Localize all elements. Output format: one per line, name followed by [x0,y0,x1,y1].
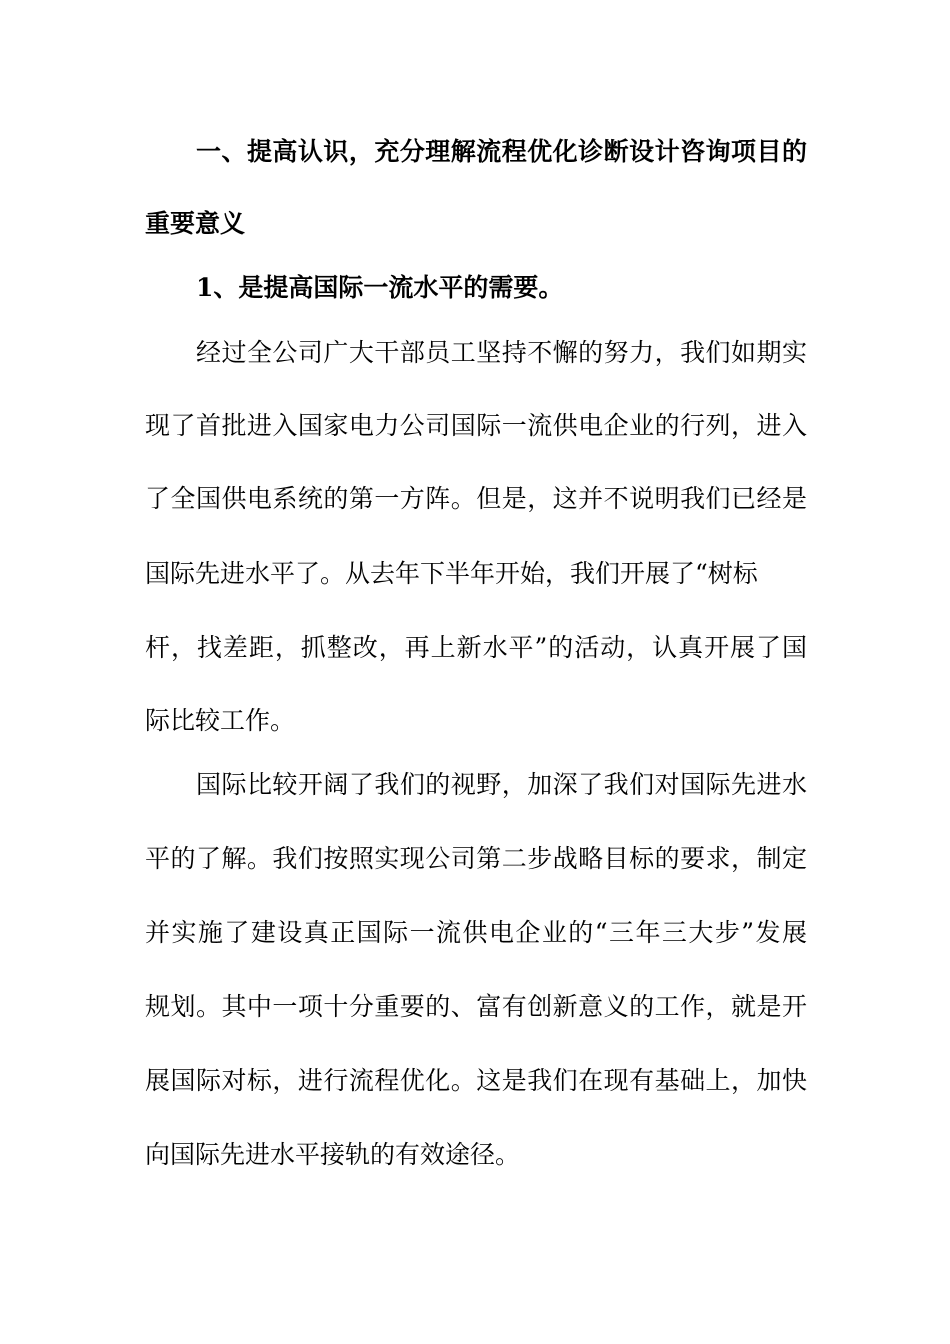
section-heading-line-2: 重要意义 [145,209,246,238]
paragraph-1-line-6: 际比较工作。 [145,706,296,735]
paragraph-2-line-6: 向国际先进水平接轨的有效途径。 [145,1140,521,1169]
paragraph-2-line-2: 平的了解。我们按照实现公司第二步战略目标的要求，制定 [145,844,807,873]
paragraph-1-line-5: 杆，找差距，抓整改，再上新水平”的活动，认真开展了国 [145,633,807,662]
paragraph-1-line-4: 国际先进水平了。从去年下半年开始，我们开展了“树标 [145,559,758,588]
paragraph-2-line-4: 规划。其中一项十分重要的、富有创新意义的工作，就是开 [145,992,807,1021]
paragraph-1-line-3: 了全国供电系统的第一方阵。但是，这并不说明我们已经是 [145,484,807,513]
paragraph-1-line-1: 经过全公司广大干部员工坚持不懈的努力，我们如期实 [196,338,807,367]
paragraph-2-line-3: 并实施了建设真正国际一流供电企业的“三年三大步”发展 [145,918,807,947]
paragraph-2-line-1: 国际比较开阔了我们的视野，加深了我们对国际先进水 [196,770,807,799]
paragraph-1-line-2: 现了首批进入国家电力公司国际一流供电企业的行列，进入 [145,411,807,440]
subheading: 1、是提高国际一流水平的需要。 [196,273,564,302]
paragraph-2-line-5: 展国际对标，进行流程优化。这是我们在现有基础上，加快 [145,1066,807,1095]
section-heading-line-1: 一、提高认识，充分理解流程优化诊断设计咨询项目的 [196,137,807,166]
